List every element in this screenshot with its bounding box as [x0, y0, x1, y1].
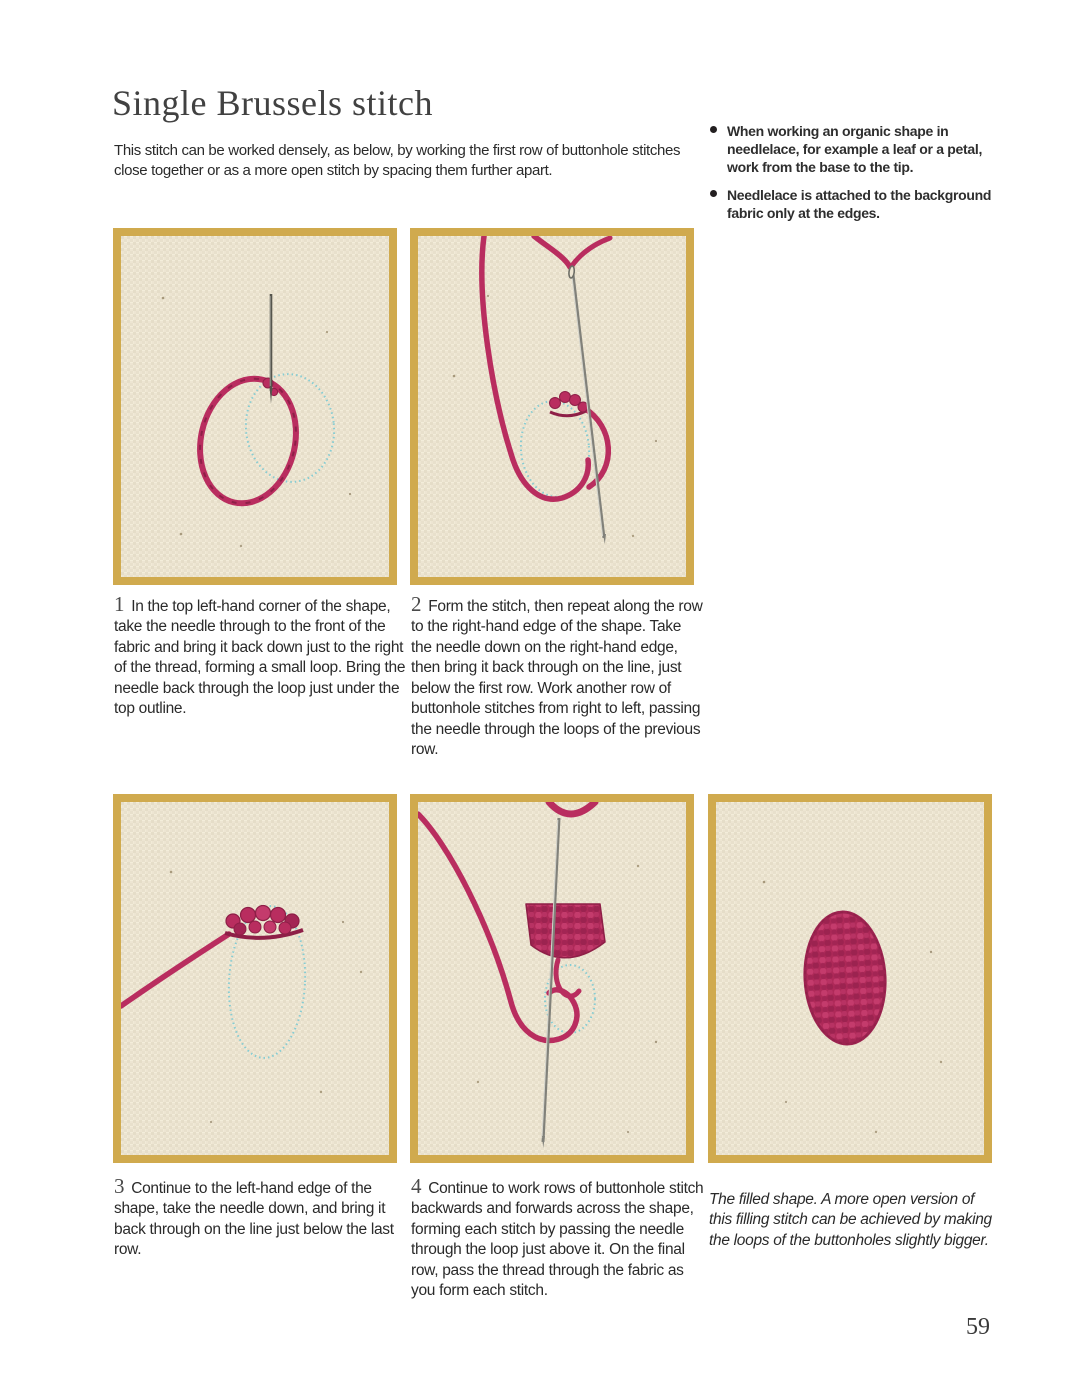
step-number: 4	[411, 1174, 422, 1198]
photo-step-3-illustration	[121, 802, 389, 1155]
step-caption-4	[411, 1176, 705, 1302]
photo-step-2	[410, 228, 694, 585]
photo-step-4-illustration	[418, 802, 686, 1155]
final-photo-caption: The filled shape. A more open version of this filling stitch can be achieved by making the loops of the buttonholes slightly bigger.	[709, 1190, 992, 1250]
step-caption-1	[114, 594, 406, 720]
step-text: Continue to the left-hand edge of the shape, take the needle down, and bring it back through on the line just below the last row.	[114, 1180, 394, 1259]
photo-step-2-illustration	[418, 236, 686, 577]
step-number: 3	[114, 1174, 125, 1198]
tips-list	[708, 122, 992, 231]
step-number: 1	[114, 592, 125, 616]
photo-step-1	[113, 228, 397, 585]
photo-final-illustration	[716, 802, 984, 1155]
tip-item	[708, 122, 992, 177]
bullet-icon	[710, 190, 717, 197]
step-caption-2	[411, 594, 705, 761]
photo-step-5	[708, 794, 992, 1163]
page-number: 59	[966, 1314, 990, 1340]
tip-text: When working an organic shape in needlelace, for example a leaf or a petal, work from the base to the tip.	[727, 123, 983, 176]
step-text: Continue to work rows of buttonhole stitch backwards and forwards across the shape, forming each stitch by passing the needle through the loop just above it. On the final row, pass the thread through the fabric as you form each stitch.	[411, 1180, 704, 1300]
photo-step-4	[410, 794, 694, 1163]
bullet-icon	[710, 126, 717, 133]
step-text: Form the stitch, then repeat along the row to the right-hand edge of the shape. Take the needle down on the right-hand edge, then bring it back through on the line, just below the first row. Work another row of buttonhole stitches from right to left, passing the needle through the loops of the previous row.	[411, 598, 703, 759]
tip-item	[708, 186, 992, 222]
step-number: 2	[411, 592, 422, 616]
intro-paragraph: This stitch can be worked densely, as below, by working the first row of buttonhole stitches close together or as a more open stitch by spacing them further apart.	[114, 142, 681, 180]
photo-step-3	[113, 794, 397, 1163]
step-caption-3	[114, 1176, 408, 1261]
photo-step-1-illustration	[121, 236, 389, 577]
page-title: Single Brussels stitch	[112, 83, 434, 123]
step-text: In the top left-hand corner of the shape, take the needle through to the front of the fabric and bring it back down just to the right of the thread, forming a small loop. Bring the needle back through the loop just under the top outline.	[114, 598, 406, 718]
tip-text: Needlelace is attached to the background fabric only at the edges.	[727, 186, 992, 221]
